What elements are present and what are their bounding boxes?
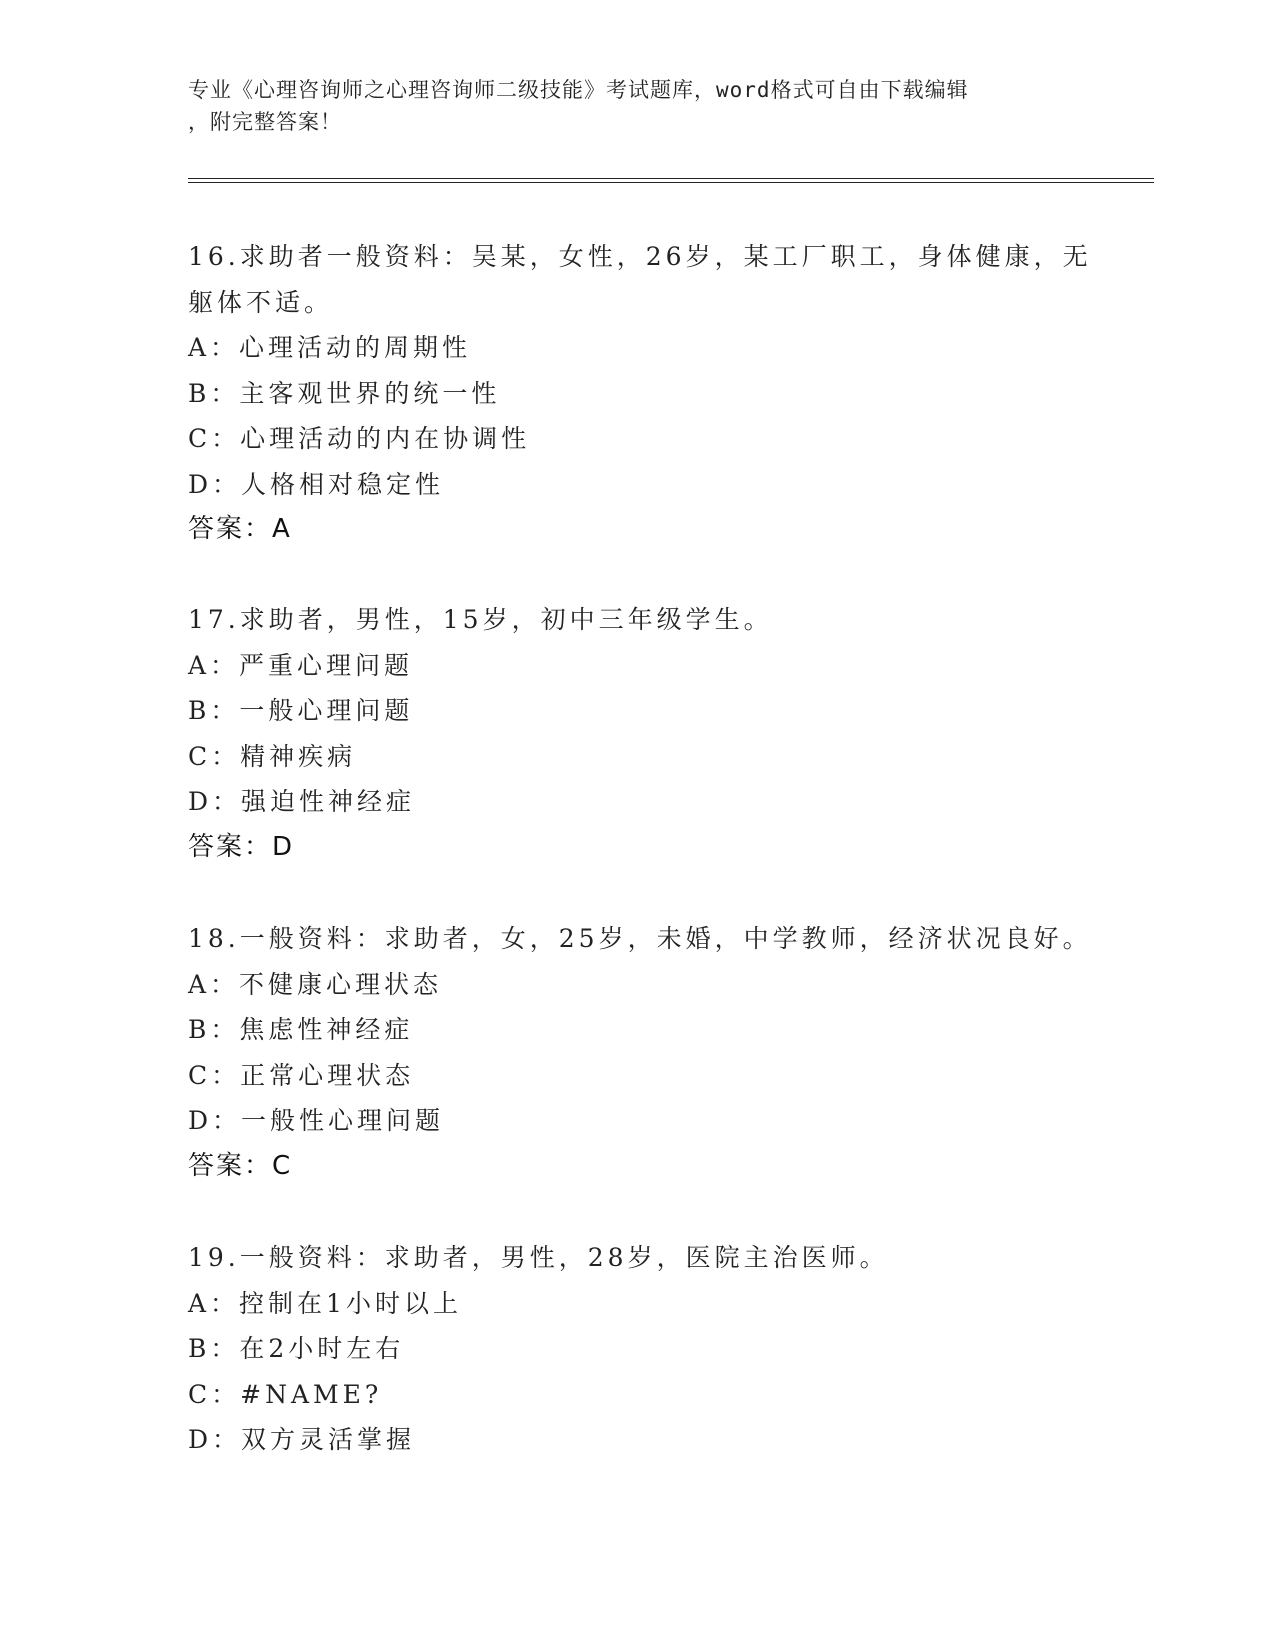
header-line-1: 专业《心理咨询师之心理咨询师二级技能》考试题库，word格式可自由下载编辑	[188, 78, 969, 102]
option-a: A：心理活动的周期性	[188, 333, 472, 362]
question-19	[188, 1235, 1088, 1463]
option-d: D：一般性心理问题	[188, 1106, 445, 1135]
question-17	[188, 597, 1088, 870]
question-16	[188, 234, 1092, 553]
option-d: D：强迫性神经症	[188, 787, 416, 816]
question-18	[188, 916, 1092, 1189]
option-c: C：正常心理状态	[188, 1060, 415, 1090]
option-b: B：在2小时左右	[188, 1334, 405, 1363]
option-c: C：精神疾病	[188, 741, 357, 771]
question-stem-line: 躯体不适。	[188, 287, 334, 317]
option-c: C：心理活动的内在协调性	[188, 424, 531, 453]
question-stem-line: 19.一般资料：求助者，男性，28岁，医院主治医师。	[188, 1243, 889, 1272]
option-b: B：主客观世界的统一性	[188, 378, 501, 408]
answer-label: 答案：D	[188, 831, 295, 862]
document-header	[188, 74, 1088, 138]
option-a: A：严重心理问题	[188, 650, 414, 680]
option-a: A：控制在1小时以上	[188, 1288, 462, 1318]
answer-label: 答案：C	[188, 1150, 293, 1181]
header-divider-bottom	[188, 182, 1154, 183]
option-b: B：一般心理问题	[188, 696, 414, 725]
option-c: C：#NAME?	[188, 1379, 383, 1409]
option-a: A：不健康心理状态	[188, 969, 443, 999]
question-stem-line: 16.求助者一般资料：吴某，女性，26岁，某工厂职工，身体健康，无	[188, 242, 1092, 271]
answer-label: 答案：A	[188, 514, 292, 544]
option-d: D：人格相对稳定性	[188, 469, 445, 499]
option-d: D：双方灵活掌握	[188, 1425, 416, 1454]
option-b: B：焦虑性神经症	[188, 1015, 414, 1044]
question-stem-line: 17.求助者，男性，15岁，初中三年级学生。	[188, 605, 773, 634]
question-stem-line: 18.一般资料：求助者，女，25岁，未婚，中学教师，经济状况良好。	[188, 924, 1092, 953]
header-divider-top	[188, 178, 1154, 179]
header-line-2: ，附完整答案！	[188, 110, 342, 134]
